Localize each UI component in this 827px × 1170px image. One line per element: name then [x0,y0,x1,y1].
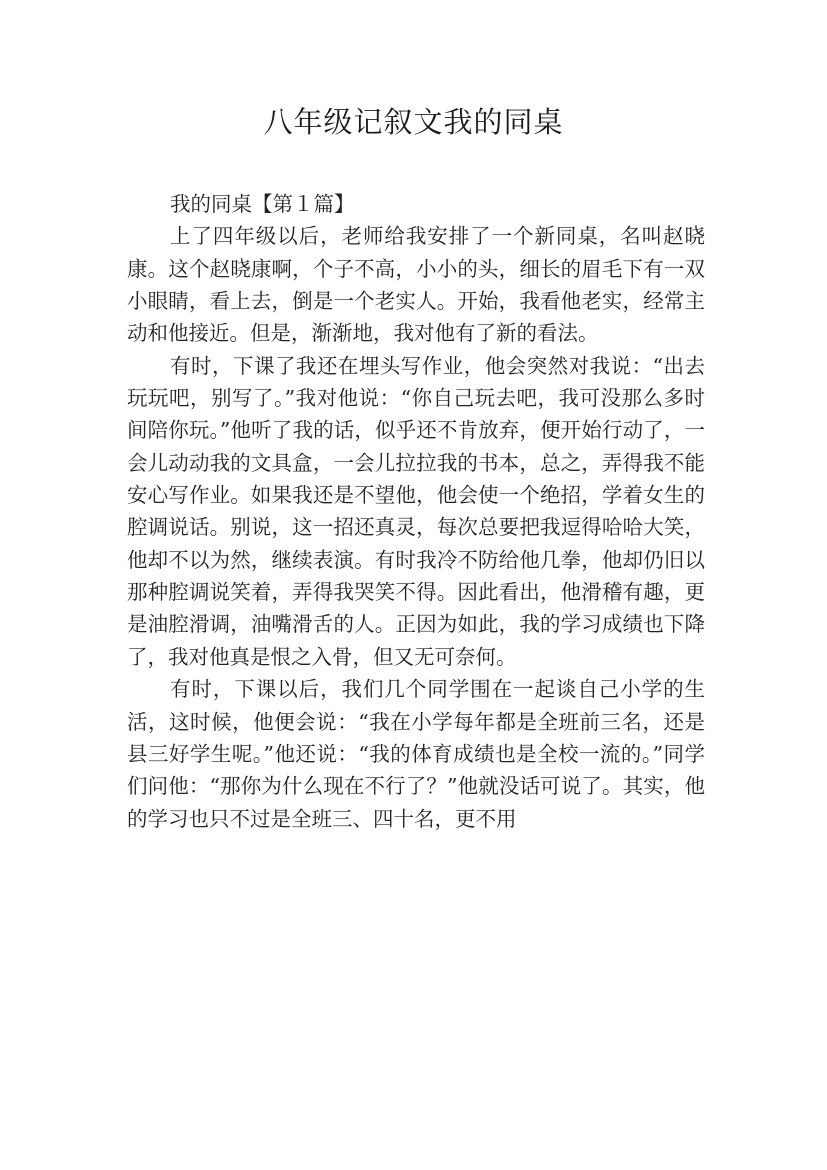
section-heading: 我的同桌【第１篇】 [170,192,355,216]
paragraph: 上了四年级以后，老师给我安排了一个新同桌，名叫赵晓康。这个赵晓康啊，个子不高，小小的头，细长的眉毛下有一双小眼睛，看上去，倒是一个老实人。开始，我看他老实，经常主动和他接近。但是，渐渐地，我对他有了新的看法。 [127,224,705,346]
paragraph: 有时，下课了我还在埋头写作业，他会突然对我说：“出去玩玩吧，别写了。”我对他说：“你自己玩去吧，我可没那么多时间陪你玩。”他听了我的话，似乎还不肯放弃，便开始行动了，一会儿动动我的文具盒，一会儿拉拉我的书本，总之，弄得我不能安心写作业。如果我还是不望他，他会使一个绝招，学着女生的腔调说话。别说，这一招还真灵，每次总要把我逗得哈哈大笑，他却不以为然，继续表演。有时我冷不防给他几拳，他却仍旧以那种腔调说笑着，弄得我哭笑不得。因此看出，他滑稽有趣，更是油腔滑调，油嘴滑舌的人。正因为如此，我的学习成绩也下降了，我对他真是恨之入骨，但又无可奈何。 [127,353,705,669]
paragraph: 有时，下课以后，我们几个同学围在一起谈自己小学的生活，这时候，他便会说：“我在小学每年都是全班前三名，还是县三好学生呢。”他还说：“我的体育成绩也是全校一流的。”同学们问他：“那你为什么现在不行了？”他就没话可说了。其实，他的学习也只不过是全班三、四十名，更不用 [127,677,705,831]
document-body [127,188,705,835]
document-title: 八年级记叙文我的同桌 [263,105,564,139]
